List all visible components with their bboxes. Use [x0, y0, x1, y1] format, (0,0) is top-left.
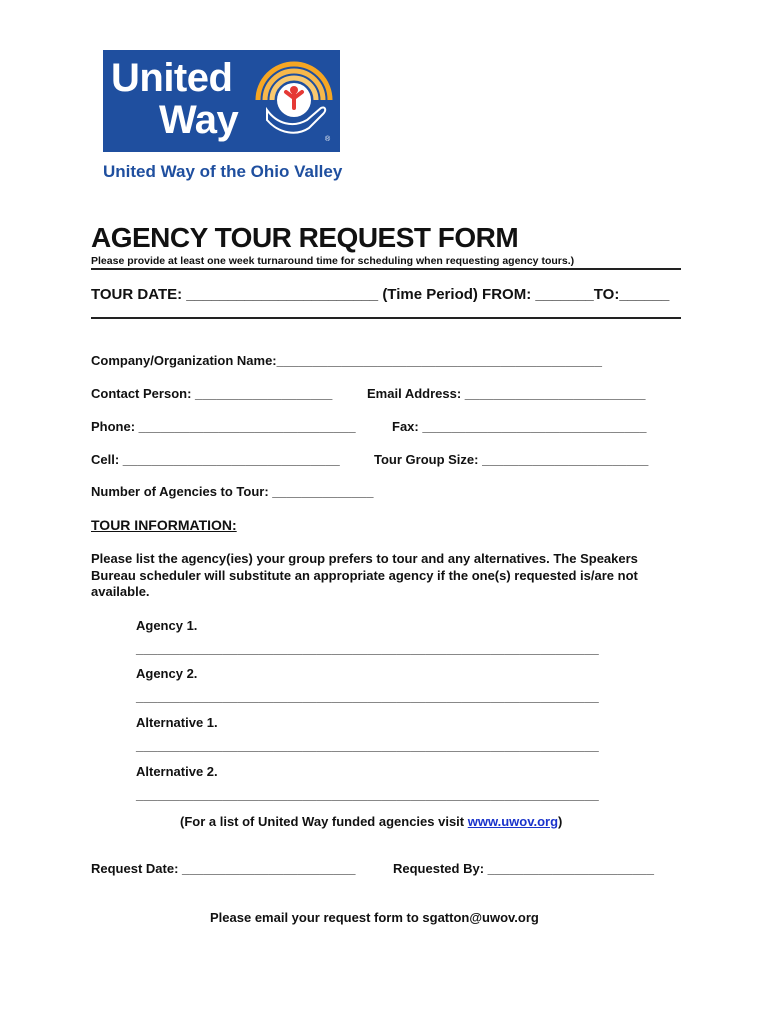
tour-group-size-field[interactable]: Tour Group Size: _______________________	[374, 452, 649, 467]
requested-by-field[interactable]: Requested By: _______________________	[393, 861, 654, 876]
funded-note-suffix: )	[558, 814, 563, 829]
email-address-field[interactable]: Email Address: _________________________	[367, 386, 646, 401]
tour-date-field[interactable]: TOUR DATE: _______________________ (Time Period) FROM: _______TO:______	[91, 286, 670, 303]
company-name-field[interactable]: Company/Organization Name:_____________________________________________	[91, 353, 602, 368]
united-way-emblem-icon	[253, 58, 335, 144]
logo-word-way: Way	[159, 98, 239, 142]
tour-info-paragraph-line3: available.	[91, 584, 150, 599]
agency-1-blank[interactable]: ________________________________________________________________	[136, 641, 599, 656]
title-divider	[91, 268, 681, 270]
alternative-2-blank[interactable]: ________________________________________________________________	[136, 787, 599, 802]
alternative-2-label: Alternative 2.	[136, 764, 218, 779]
registered-mark: ®	[325, 136, 331, 143]
fax-field[interactable]: Fax: _______________________________	[392, 419, 647, 434]
logo-word-united: United	[111, 56, 233, 100]
logo-subtitle: United Way of the Ohio Valley	[103, 162, 343, 181]
agency-1-label: Agency 1.	[136, 618, 198, 633]
agency-2-label: Agency 2.	[136, 666, 198, 681]
funded-note-prefix: (For a list of United Way funded agencies visit	[180, 814, 468, 829]
contact-person-field[interactable]: Contact Person: ___________________	[91, 386, 333, 401]
alternative-1-blank[interactable]: ________________________________________________________________	[136, 738, 599, 753]
agency-2-blank[interactable]: ________________________________________________________________	[136, 689, 599, 704]
phone-field[interactable]: Phone: ______________________________	[91, 419, 356, 434]
funded-agencies-note	[180, 814, 562, 829]
request-date-field[interactable]: Request Date: ________________________	[91, 861, 356, 876]
uwov-website-link[interactable]: www.uwov.org	[467, 814, 559, 829]
alternative-1-label: Alternative 1.	[136, 715, 218, 730]
page-title: AGENCY TOUR REQUEST FORM	[91, 222, 519, 253]
number-of-agencies-field[interactable]: Number of Agencies to Tour: ______________	[91, 484, 374, 499]
page-subtitle: Please provide at least one week turnaround time for scheduling when requesting agency tours.)	[91, 255, 575, 267]
tour-info-paragraph-line2: Bureau scheduler will substitute an appropriate agency if the one(s) requested is/are not	[91, 568, 638, 583]
tour-date-divider	[91, 317, 681, 319]
united-way-logo	[103, 50, 340, 152]
tour-info-paragraph-line1: Please list the agency(ies) your group prefers to tour and any alternatives. The Speakers	[91, 551, 638, 566]
email-instruction: Please email your request form to sgatton@uwov.org	[210, 910, 539, 925]
cell-field[interactable]: Cell: ______________________________	[91, 452, 340, 467]
tour-information-heading: TOUR INFORMATION:	[91, 517, 237, 533]
